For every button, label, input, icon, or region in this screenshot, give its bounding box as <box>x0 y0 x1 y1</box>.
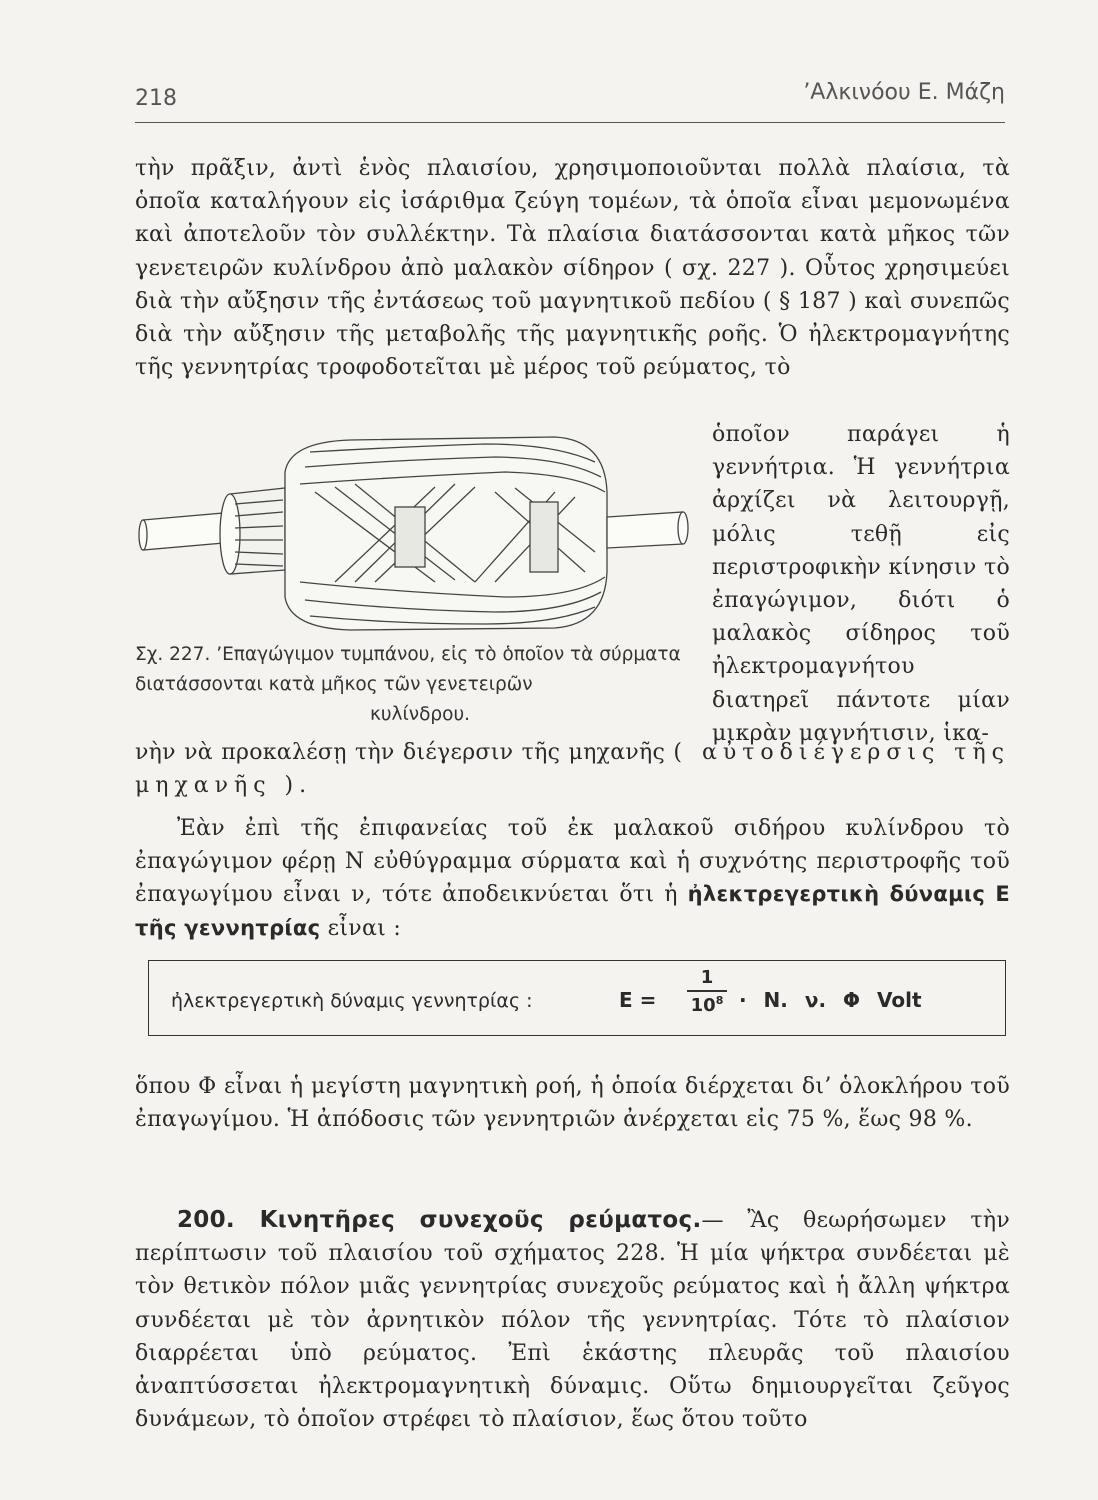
intro-paragraph <box>135 152 1010 384</box>
after-formula-paragraph <box>135 1070 1010 1136</box>
continuation-paragraph <box>135 736 1010 802</box>
armature-figure <box>135 432 697 637</box>
right-column-paragraph <box>712 418 1010 750</box>
self-excitation-term: ( αὐτοδιέγερσις τῆς μηχανῆς ). <box>135 740 1010 799</box>
emf-tail: εἶναι : <box>327 915 402 941</box>
emf-bold-term: ἠλεκτρεγερτικὴ δύναμις Ε τῆς γεννητρίας <box>135 882 1010 940</box>
section-200 <box>135 1204 1010 1436</box>
section-heading: 200. Κινητῆρες συνεχοῦς ρεύματος. <box>177 1207 702 1233</box>
formula-lhs: E = <box>619 988 657 1012</box>
continuation-text: νὴν νὰ προκαλέσῃ τὴν διέγερσιν τῆς μηχανῆς <box>135 740 666 765</box>
fraction-bar <box>687 990 727 992</box>
formula-numerator: 1 <box>700 967 714 988</box>
intro-text: τὴν πρᾶξιν, ἀντὶ ἑνὸς πλαισίου, χρησιμοποιοῦνται πολλὰ πλαίσια, τὰ ὁποῖα καταλήγουν εἰς ἰσάριθμα ζεύγη τομέων, τὰ ὁποῖα εἶναι μεμονωμένα καὶ ἀποτελοῦν τὸν συλλέκτην. Τὰ πλαίσια διατάσσονται κατὰ μῆκος τῶν γενετειρῶν κυλίνδρου ἀπὸ μαλακὸν σίδηρον ( σχ. 227 ). Οὗτος χρησιμεύει διὰ τὴν αὔξησιν τῆς ἐντάσεως τοῦ μαγνητικοῦ πεδίου ( § 187 ) καὶ συνεπῶς διὰ τὴν αὔξησιν τῆς μεταβολῆς τῆς μαγνητικῆς ροῆς. Ὁ ἠλεκτρομαγνήτης τῆς γεννητρίας τροφοδοτεῖται μὲ μέρος τοῦ ρεύματος, τὸ <box>135 156 1010 381</box>
page-header <box>135 78 1005 114</box>
formula-fraction <box>687 967 727 1016</box>
formula-denominator: 10 <box>690 994 716 1016</box>
right-column-text: ὁποῖον παράγει ἡ γεννήτρια. Ἡ γεννήτρια ἀρχίζει νὰ λειτουργῇ, μόλις τεθῇ εἰς περιστροφικὴν κίνησιν τὸ ἐπαγώγιμον, διότι ὁ μαλακὸς σίδηρος τοῦ ἠλεκτρομαγνήτου διατηρεῖ πάντοτε μίαν μικρὰν μαγνήτισιν, ἱκα- <box>712 422 1010 746</box>
formula-denominator-wrap <box>687 994 727 1016</box>
figure-caption-text: Σχ. 227. ’Επαγώγιμον τυμπάνου, εἰς τὸ ὁποῖον τὰ σύρματα διατάσσονται κατὰ μῆκος τῶν γενετειρῶν <box>135 644 681 695</box>
formula-exponent: 8 <box>715 993 724 1007</box>
figure-caption-last-line: κυλίνδρου. <box>369 704 471 725</box>
emf-text: Ἐὰν ἐπὶ τῆς ἐπιφανείας τοῦ ἐκ μαλακοῦ σιδήρου κυλίνδρου τὸ ἐπαγώγιμον φέρῃ Ν εὐθύγραμμα σύρματα καὶ ἡ συχνότης περιστροφῆς τοῦ ἐπαγωγίμου εἶναι ν, τότε ἀποδεικνύεται ὅτι ἡ <box>135 816 1010 908</box>
formula-rest: · N. ν. Φ Volt <box>739 988 922 1012</box>
formula-label: ἠλεκτρεγερτικὴ δύναμις γεννητρίας : <box>171 990 533 1012</box>
header-rule <box>135 122 1005 123</box>
after-formula-text: ὅπου Φ εἶναι ἡ μεγίστη μαγνητικὴ ροή, ἡ ὁποία διέρχεται δι’ ὁλοκλήρου τοῦ ἐπαγωγίμου. Ἡ ἀπόδοσις τῶν γεννητριῶν ἀνέρχεται εἰς 75 %, ἕως 98 %. <box>135 1074 1010 1133</box>
emf-paragraph <box>135 812 1010 945</box>
section-text: Ἂς θεωρήσωμεν τὴν περίπτωσιν τοῦ πλαισίου τοῦ σχήματος 228. Ἡ μία ψήκτρα συνδέεται μὲ τὸν θετικὸν πόλον μιᾶς γεννητρίας συνεχοῦς ρεύματος καὶ ἡ ἄλλη ψήκτρα συνδέεται μὲ τὸν ἀρνητικὸν πόλον τῆς γεννητρίας. Τότε τὸ πλαίσιον διαρρέεται ὑπὸ ρεύματος. Ἐπὶ ἑκάστης πλευρᾶς τοῦ πλαισίου ἀναπτύσσεται ἠλεκτρομαγνητικὴ δύναμις. Οὕτω δημιουργεῖται ζεῦγος δυνάμεων, τὸ ὁποῖον στρέφει τὸ πλαίσιον, ἕως ὅτου τοῦτο <box>135 1208 1010 1433</box>
running-head: ’Αλκινόου Ε. Μάζη <box>803 80 1005 105</box>
section-dash: — <box>701 1208 724 1233</box>
emf-formula-box <box>148 960 1006 1036</box>
figure-caption <box>135 640 705 730</box>
page-number: 218 <box>135 86 177 111</box>
drum-armature-drawing <box>135 432 697 637</box>
